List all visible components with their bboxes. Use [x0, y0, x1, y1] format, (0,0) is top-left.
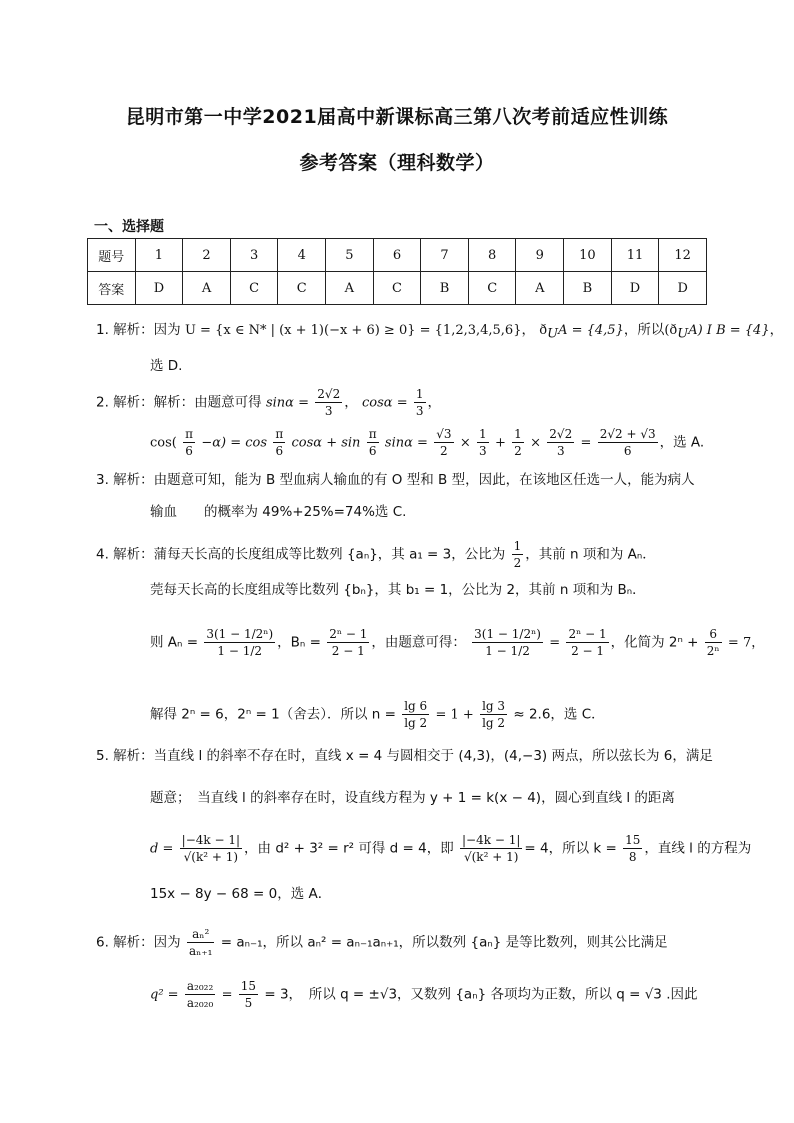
fraction	[472, 626, 543, 659]
solution-label: 6. 解析：	[96, 934, 154, 951]
numerator: 1	[514, 427, 522, 441]
solution-text: ，由题意可得：	[371, 634, 466, 651]
fraction	[460, 832, 522, 865]
solution-text: ，	[769, 322, 784, 338]
document-subtitle: 参考答案（理科数学）	[299, 152, 495, 174]
fraction	[512, 538, 524, 571]
answer-cell: A	[183, 272, 231, 305]
math-expression: =	[221, 987, 233, 1003]
solution-2-line-2	[150, 426, 704, 459]
fraction	[598, 426, 658, 459]
question-number: 8	[468, 239, 516, 272]
solution-text: 由题意可知，能为 B 型血病人输血的有 O 型和 B 型，因此，在该地区任选一人，能为病人	[153, 472, 695, 488]
denominator: 1 − 1/2	[485, 644, 530, 658]
math-expression: cosα + sin	[291, 435, 361, 451]
fraction	[623, 832, 642, 865]
answer-cell: D	[611, 272, 659, 305]
denominator: 2	[440, 444, 448, 458]
solution-text: ≈ 2.6，选 C．	[513, 706, 605, 723]
fraction	[414, 386, 426, 419]
solution-label: 4. 解析：	[96, 546, 154, 563]
solution-text: ，	[427, 394, 442, 411]
question-number: 3	[230, 239, 278, 272]
math-expression: ×	[459, 435, 471, 451]
fraction	[402, 698, 429, 731]
solution-2-line-1	[96, 386, 441, 419]
solution-5-line-4: 15x − 8y − 68 = 0，选 A．	[150, 886, 332, 902]
numerator: 15	[625, 833, 641, 847]
denominator: 2	[514, 444, 522, 458]
question-number: 10	[564, 239, 612, 272]
math-expression: A) I B = {4}	[688, 323, 770, 338]
denominator: 3	[415, 404, 424, 418]
question-number: 11	[611, 239, 659, 272]
denominator: lg 2	[404, 716, 428, 730]
math-expression: ×	[530, 435, 541, 451]
question-number: 12	[659, 239, 707, 272]
numerator: |−4k − 1|	[181, 833, 241, 847]
numerator: a₂₀₂₂	[186, 979, 214, 993]
solution-text: = 4，所以 k =	[524, 840, 617, 857]
solution-4-line-4	[150, 698, 605, 731]
math-expression: −α) = cos	[201, 435, 268, 451]
number-row-header: 题号	[88, 239, 136, 272]
document-title: 昆明市第一中学2021届高中新课标高三第八次考前适应性训练	[125, 106, 669, 128]
denominator: 8	[628, 850, 637, 864]
answer-cell: C	[230, 272, 278, 305]
math-expression: = 1 +	[435, 707, 474, 723]
math-expression: cos(	[150, 435, 177, 451]
fraction	[367, 426, 379, 459]
question-number: 9	[516, 239, 564, 272]
solution-text: = 3， 所以 q = ±√3，又数列 {aₙ} 各项均为正数，所以 q = √3 .因此	[264, 986, 698, 1003]
solution-text: ，Bₙ =	[277, 634, 321, 651]
fraction	[315, 386, 342, 419]
solution-3-line-2: 输血 的概率为 49%+25%=74%选 C.	[150, 504, 407, 520]
math-expression: q² =	[150, 987, 179, 1003]
answer-cell: A	[326, 272, 374, 305]
question-number: 4	[278, 239, 326, 272]
solution-text: 当直线 l 的斜率不存在时，直线 x = 4 与圆相交于 (4,3)，(4,−3) 两点，所以弦长为 6，满足	[153, 748, 713, 764]
solution-text: ，选 A.	[659, 434, 705, 451]
numerator: 2√2	[317, 387, 341, 401]
numerator: 2ⁿ − 1	[568, 627, 607, 641]
math-expression: =	[580, 435, 592, 451]
solution-text: 蒲每天长高的长度组成等比数列 {aₙ}，其 a₁ = 3，公比为	[153, 546, 506, 563]
solution-text: ，所以	[623, 322, 665, 338]
solution-3-line-1	[96, 468, 695, 488]
solution-text: 则 Aₙ =	[150, 634, 199, 651]
denominator: √(k² + 1)	[183, 850, 239, 864]
solution-text: ，	[344, 394, 358, 411]
denominator: lg 2	[482, 716, 506, 730]
denominator: 6	[185, 444, 193, 458]
solution-5-line-2: 题意； 当直线 l 的斜率存在时，设直线方程为 y + 1 = k(x − 4)，圆心到直线 l 的距离	[150, 790, 675, 806]
solution-4-line-2: 莞每天长高的长度组成等比数列 {bₙ}，其 b₁ = 1，公比为 2，其前 n 项和为 Bₙ．	[150, 582, 646, 598]
numerator: 3(1 − 1/2ⁿ)	[474, 627, 541, 641]
denominator: 2 − 1	[331, 644, 365, 658]
denominator: 2ⁿ	[706, 644, 720, 658]
numerator: 2ⁿ − 1	[329, 627, 368, 641]
numerator: 3(1 − 1/2ⁿ)	[206, 627, 274, 641]
fraction	[705, 626, 722, 659]
denominator: 1 − 1/2	[217, 644, 263, 658]
denominator: 5	[244, 996, 253, 1010]
solution-text: ，	[521, 322, 535, 338]
fraction	[204, 626, 275, 659]
solution-text: ，直线 l 的方程为	[644, 840, 752, 857]
question-number: 7	[421, 239, 469, 272]
solution-text: 解得 2ⁿ = 6，2ⁿ = 1（舍去）．所以 n =	[150, 706, 396, 723]
answer-cell: B	[421, 272, 469, 305]
denominator: aₙ₊₁	[188, 944, 213, 958]
numerator: aₙ²	[187, 926, 215, 943]
solution-text: 解析：由题意可得	[153, 394, 262, 411]
answer-cell: C	[468, 272, 516, 305]
numerator: π	[275, 427, 284, 441]
fraction	[547, 426, 574, 459]
solution-5-line-3	[150, 832, 751, 865]
math-expression: A = {4,5}	[558, 323, 624, 338]
denominator: a₂₀₂₀	[186, 996, 214, 1010]
solution-text: 因为	[153, 322, 181, 338]
fraction	[183, 426, 195, 459]
question-number: 1	[135, 239, 183, 272]
fraction	[477, 426, 489, 459]
section-heading: 一、选择题	[94, 219, 164, 235]
numerator: lg 6	[404, 699, 428, 713]
fraction	[566, 626, 608, 659]
question-number: 5	[326, 239, 374, 272]
math-expression: =	[549, 635, 561, 651]
fraction	[187, 926, 215, 959]
answer-table	[87, 238, 707, 305]
answer-cell: B	[564, 272, 612, 305]
math-expression: sinα =	[384, 435, 428, 451]
denominator: 2 − 1	[571, 644, 605, 658]
fraction	[180, 832, 242, 865]
numerator: √3	[436, 427, 452, 441]
fraction	[185, 978, 215, 1011]
answer-table-answer-row	[88, 272, 707, 305]
solution-text: ，化简为 2ⁿ +	[610, 634, 699, 651]
solution-label: 5. 解析：	[96, 748, 154, 764]
solution-text: = aₙ₋₁，所以 aₙ² = aₙ₋₁aₙ₊₁，所以数列 {aₙ} 是等比数列，则其公比满足	[220, 934, 668, 951]
numerator: 2√2 + √3	[599, 427, 656, 441]
fraction	[273, 426, 285, 459]
denominator: 6	[275, 444, 284, 458]
numerator: |−4k − 1|	[462, 833, 521, 847]
numerator: π	[185, 427, 194, 441]
fraction	[239, 978, 258, 1011]
math-expression: U = {x ∈ N* | (x + 1)(−x + 6) ≥ 0} = {1,2,3,4,5,6}	[184, 323, 522, 338]
answer-row-header: 答案	[88, 272, 136, 305]
denominator: 2	[513, 556, 522, 570]
math-expression: cosα =	[362, 395, 408, 411]
solution-text: 因为	[153, 934, 181, 951]
numerator: 1	[415, 387, 424, 401]
solution-text: ，其前 n 项和为 Aₙ．	[525, 546, 656, 563]
numerator: 15	[240, 979, 257, 993]
solution-4-line-3	[150, 626, 764, 659]
solution-1-line-1: 1. 解析：因为 U = {x ∈ N* | (x + 1)(−x + 6) ≥ 0} = {1,2,3,4,5,6}， $ð_UA = \{4,5\}$，所以$(ð_UA)$ I B = {4}，	[96, 322, 784, 342]
fraction	[434, 426, 453, 459]
math-expression: sinα =	[265, 395, 309, 411]
denominator: 6	[623, 444, 632, 458]
question-number: 6	[373, 239, 421, 272]
fraction	[512, 426, 524, 459]
complement-symbol: ð	[539, 323, 548, 338]
answer-cell: D	[659, 272, 707, 305]
answer-cell: A	[516, 272, 564, 305]
math-expression: = 7，	[727, 635, 765, 651]
fraction	[327, 626, 369, 659]
numerator: 1	[479, 427, 487, 441]
solution-label: 2. 解析：	[96, 394, 154, 411]
math-expression: (ð	[664, 323, 678, 338]
solution-label: 3. 解析：	[96, 472, 154, 488]
denominator: √(k² + 1)	[463, 850, 519, 864]
numerator: π	[368, 427, 377, 441]
solution-5-line-1	[96, 744, 713, 764]
solution-6-line-1	[96, 926, 668, 959]
denominator: 3	[324, 404, 333, 418]
solution-4-line-1	[96, 538, 656, 571]
question-number: 2	[183, 239, 231, 272]
solution-1-line-2: 选 D.	[150, 358, 183, 374]
numerator: 6	[705, 626, 722, 643]
fraction	[480, 698, 507, 731]
numerator: 1	[513, 539, 522, 553]
math-expression: d =	[150, 841, 174, 857]
solution-label: 1. 解析：	[96, 322, 154, 338]
denominator: 3	[479, 444, 487, 458]
numerator: lg 3	[482, 699, 506, 713]
denominator: 3	[556, 444, 565, 458]
denominator: 6	[368, 444, 377, 458]
answer-cell: C	[373, 272, 421, 305]
math-expression: +	[494, 435, 506, 451]
answer-cell: C	[278, 272, 326, 305]
numerator: 2√2	[549, 427, 573, 441]
solution-6-line-2	[150, 978, 697, 1011]
solution-text: ，由 d² + 3² = r² 可得 d = 4，即	[244, 840, 454, 857]
answer-cell: D	[135, 272, 183, 305]
answer-table-number-row	[88, 239, 707, 272]
